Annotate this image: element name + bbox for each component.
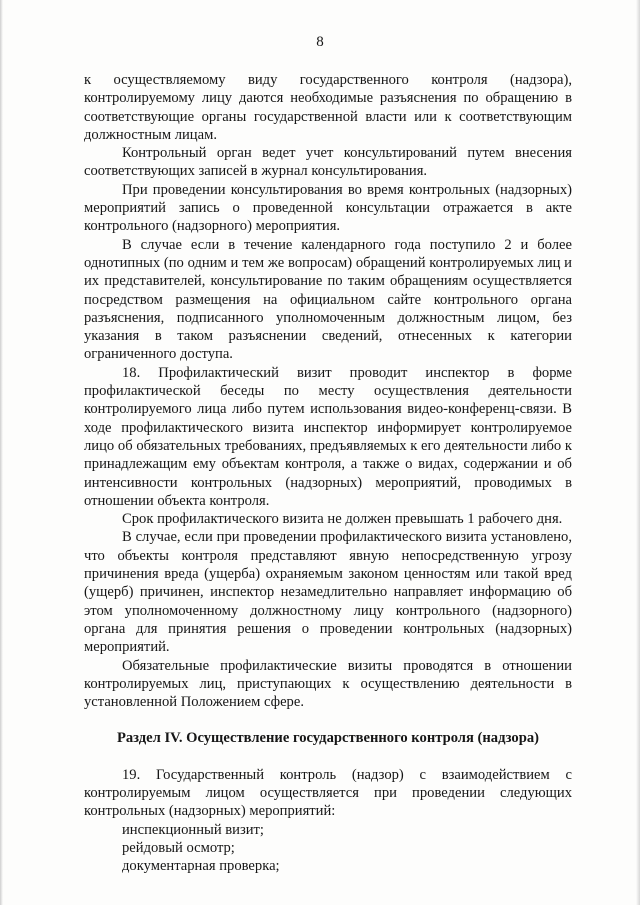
document-body [84,71,572,875]
paragraph-repeated-requests: В случае если в течение календарного года поступило 2 и более однотипных (по одним и тем же вопросам) обращений контролируемых лиц и их представителей, консультирование по таким обращениям осуществляется посредством размещения на официальном сайте контрольного органа разъяснения, подписанного уполномоченным должностным лицом, без указания в таком разъяснении сведений, отнесенных к категории ограниченного доступа. [84,236,572,363]
paragraph-18-preventive-visit: 18. Профилактический визит проводит инспектор в форме профилактической беседы по месту осуществления деятельности контролируемого лица либо путем использования видео-конференц-связи. В ходе профилактического визита инспектор информирует контролируемое лицо об обязательных требованиях, предъявляемых к его деятельности либо к принадлежащим ему объектам контроля, а также о видах, содержании и об интенсивности контрольных (надзорных) мероприятий, проводимых в отношении объекта контроля. [84,364,572,509]
scan-edge-right [636,0,640,905]
paragraph-19-state-control: 19. Государственный контроль (надзор) с взаимодействием с контролируемым лицом осуществляется при проведении следующих контрольных (надзорных) мероприятий: [84,766,572,820]
page-number: 8 [316,34,324,50]
list-item: рейдовый осмотр; [122,839,235,856]
list-item: документарная проверка; [122,858,280,875]
paragraph-consultation-record: Контрольный орган ведет учет консультирований путем внесения соответствующих записей в журнал консультирования. [84,145,572,180]
scan-edge-left [0,0,3,905]
paragraph-visit-duration: Срок профилактического визита не должен превышать 1 рабочего дня. [122,511,563,528]
section-heading: Раздел IV. Осуществление государственного контроля (надзора) [116,730,540,747]
list-item: инспекционный визит; [122,821,264,838]
paragraph-consultation-act: При проведении консультирования во время контрольных (надзорных) мероприятий запись о проведенной консультации отражается в акте контрольного (надзорного) мероприятия. [84,181,572,235]
paragraph-immediate-threat: В случае, если при проведении профилактического визита установлено, что объекты контроля представляют явную непосредственную угрозу причинения вреда (ущерба) охраняемым законом ценностям или такой вред (ущерб) причинен, инспектор незамедлительно направляет информацию об этом уполномоченному должностному лицу контрольного (надзорного) органа для принятия решения о проведении контрольных (надзорных) мероприятий. [84,529,572,656]
paragraph-mandatory-visits: Обязательные профилактические визиты проводятся в отношении контролируемых лиц, приступающих к осуществлению деятельности в установленной Положением сфере. [84,657,572,711]
paragraph-continuation: к осуществляемому виду государственного контроля (надзора), контролируемому лицу даются необходимые разъяснения по обращению в соответствующие органы государственной власти или к соответствующим должностным лицам. [84,72,572,143]
